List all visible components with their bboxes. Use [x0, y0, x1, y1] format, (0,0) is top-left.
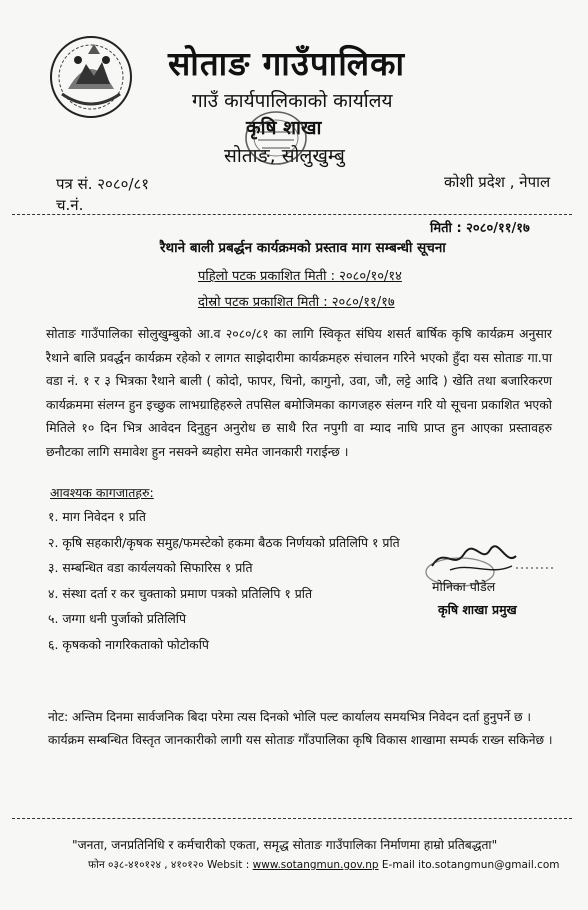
section-name: कृषि शाखा [246, 117, 322, 139]
website-link[interactable]: www.sotangmun.gov.np [252, 859, 379, 871]
office-stamp-icon [238, 108, 314, 168]
second-published-date: दोस्रो पटक प्रकाशित मिती : २०८०/११/१७ [198, 295, 395, 310]
office-name: गाउँ कार्यपालिकाको कार्यालय [192, 90, 393, 112]
list-item: ६. कृषकको नागरिकताको फोटोकपि [48, 636, 209, 652]
nepal-emblem-icon [48, 34, 134, 120]
letter-date: मिती : २०८०/११/१७ [430, 221, 530, 236]
reference-number: पत्र सं. २०८०/८१ [56, 175, 150, 193]
required-documents-list [48, 504, 400, 657]
list-item: ५. जग्गा धनी पुर्जाको प्रतिलिपि [48, 611, 187, 626]
organization-name: सोताङ गाउँपालिका [168, 44, 406, 83]
note-section [48, 706, 558, 752]
header-divider [12, 214, 572, 215]
list-item: ४. संस्था दर्ता र कर चुक्ताको प्रमाण पत्रको प्रतिलिपि १ प्रति [48, 585, 313, 601]
province-name: कोशी प्रदेश , नेपाल [444, 173, 551, 191]
contact-email[interactable]: E-mail ito.sotangmun@gmail.com [381, 859, 560, 871]
office-address: सोताङ, सोलुखुम्बु [224, 145, 345, 167]
signer-title: कृषि शाखा प्रमुख [438, 602, 517, 617]
footer-contact [88, 858, 560, 872]
list-item: ३. सम्बन्धित वडा कार्यलयको सिफारिस १ प्रति [48, 560, 253, 575]
dispatch-number: च.नं. [56, 196, 84, 214]
contact-phone: फोन ०३८-४१०१२४ , ४१०१२० Websit : [88, 859, 250, 871]
note-line: कार्यक्रम सम्बन्धित विस्तृत जानकारीको लागी यस सोताङ गाँउपालिका कृषि विकास शाखामा सम्पर्क राख्न सकिनेछ । [48, 733, 553, 747]
required-documents-title: आवश्यक कागजातहरु: [50, 485, 154, 500]
note-line: नोट: अन्तिम दिनमा सार्वजनिक बिदा परेमा त्यस दिनको भोलि पल्ट कार्यालय समयभित्र निवेदन दर्ता हुनुपर्ने छ । [48, 710, 532, 724]
footer-divider [12, 818, 572, 819]
list-item: १. माग निवेदन १ प्रति [48, 509, 146, 524]
first-published-date: पहिलो पटक प्रकाशित मिती : २०८०/१०/१४ [198, 269, 402, 284]
signer-name: मोनिका पौडेल [432, 579, 496, 594]
notice-subject: रैथाने बाली प्रबर्द्धन कार्यक्रमको प्रस्ताव माग सम्बन्धी सूचना [160, 240, 446, 256]
notice-body: सोताङ गाउँपालिका सोलुखुम्बुको आ.व २०८०/८१ का लागि स्विकृत संघिय शसर्त बार्षिक कृषि कार्यक्रम अनुसार रैथाने बालि प्रवर्द्धन कार्यक्रम रहेको र लागत साझेदारीमा कार्यक्रमहरु संचालन गरिने भएको हुँदा यस सोताङ गा.पा वडा नं. १ र ३ भित्रका रैथाने बाली ( कोदो, फापर, चिनो, कागुनो, उवा, जौ, लट्टे आदि ) खेति तथा बजारिकरण कार्यक्रममा संलग्न हुन इच्छुक लाभग्राहिहरुले तपसिल बमोजिमका कागजहरु संलग्न गरि यो सूचना प्रकाशित भएको मितिले १० दिन भित्र आवेदन दिनुहुन अनुरोध छ साथै रित नपुगी वा म्याद नाघि प्राप्त हुन आएका प्रस्तावहरु छनौटका लागि समावेश हुन नसक्ने ब्यहोरा समेत जानकारी गराईन्छ । [46, 326, 552, 459]
footer-motto: "जनता, जनप्रतिनिधि र कर्मचारीको एकता, समृद्ध सोताङ गाउँपालिका निर्माणमा हाम्रो प्रतिबद्धता" [72, 838, 498, 852]
list-item: २. कृषि सहकारी/कृषक समुह/फमस्टेको हकमा बैठक निर्णयको प्रतिलिपि १ प्रति [48, 534, 400, 550]
